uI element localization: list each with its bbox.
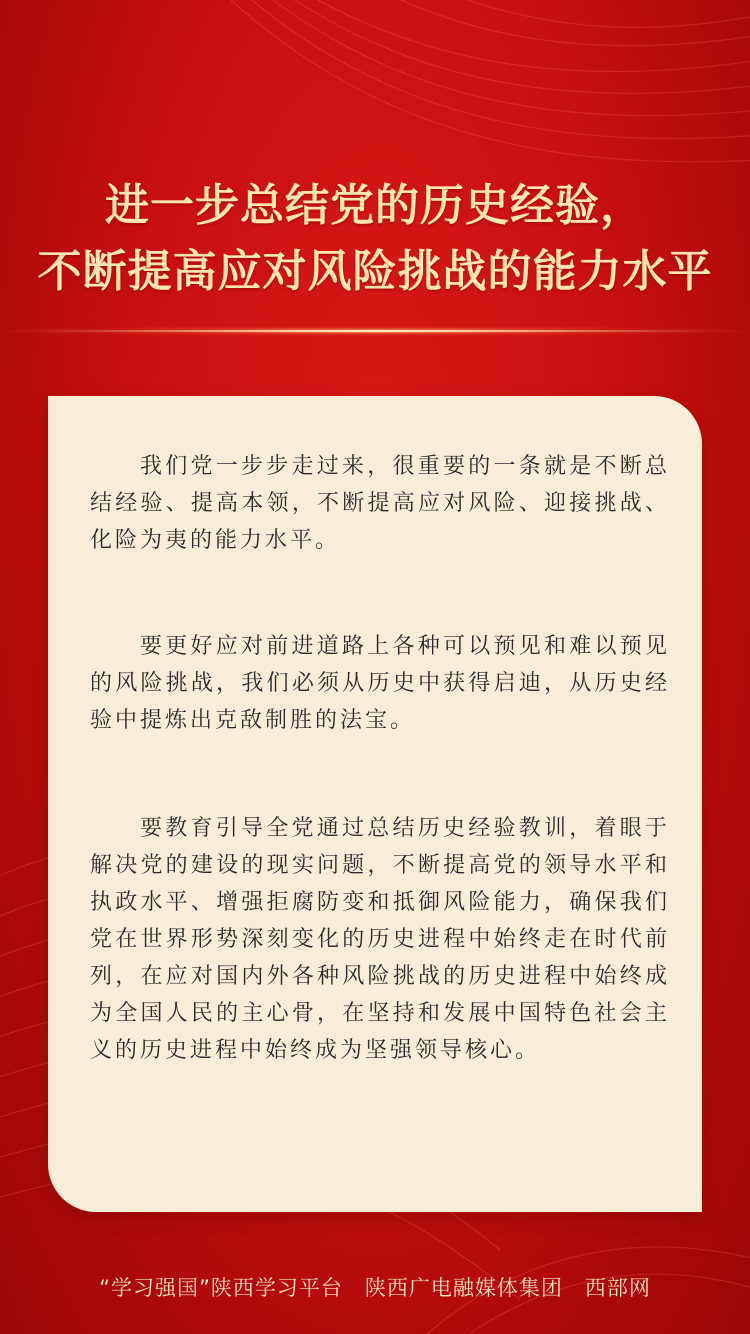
footer-credits: “学习强国”陕西学习平台 陕西广电融媒体集团 西部网 — [99, 1276, 651, 1300]
quote-paragraph-1: 我们党一步步走过来，很重要的一条就是不断总结经验、提高本领，不断提高应对风险、迎接挑战、化险为夷的能力水平。 — [90, 454, 670, 553]
quote-card — [48, 396, 702, 1212]
poster-title-line-2: 不断提高应对风险挑战的能力水平 — [37, 246, 713, 297]
quote-paragraph-2: 要更好应对前进道路上各种可以预见和难以预见的风险挑战，我们必须从历史中获得启迪，从历史经验中提炼出克敌制胜的法宝。 — [90, 634, 670, 733]
poster-title-line-1: 进一步总结党的历史经验， — [105, 180, 645, 231]
quote-paragraph-3: 要教育引导全党通过总结历史经验教训，着眼于解决党的建设的现实问题，不断提高党的领导水平和执政水平、增强拒腐防变和抵御风险能力，确保我们党在世界形势深刻变化的历史进程中始终走在时代前列，在应对国内外各种风险挑战的历史进程中始终成为全国人民的主心骨，在坚持和发展中国特色社会主义的历史进程中始终成为坚强领导核心。 — [90, 816, 670, 1063]
title-divider-line — [40, 330, 710, 332]
